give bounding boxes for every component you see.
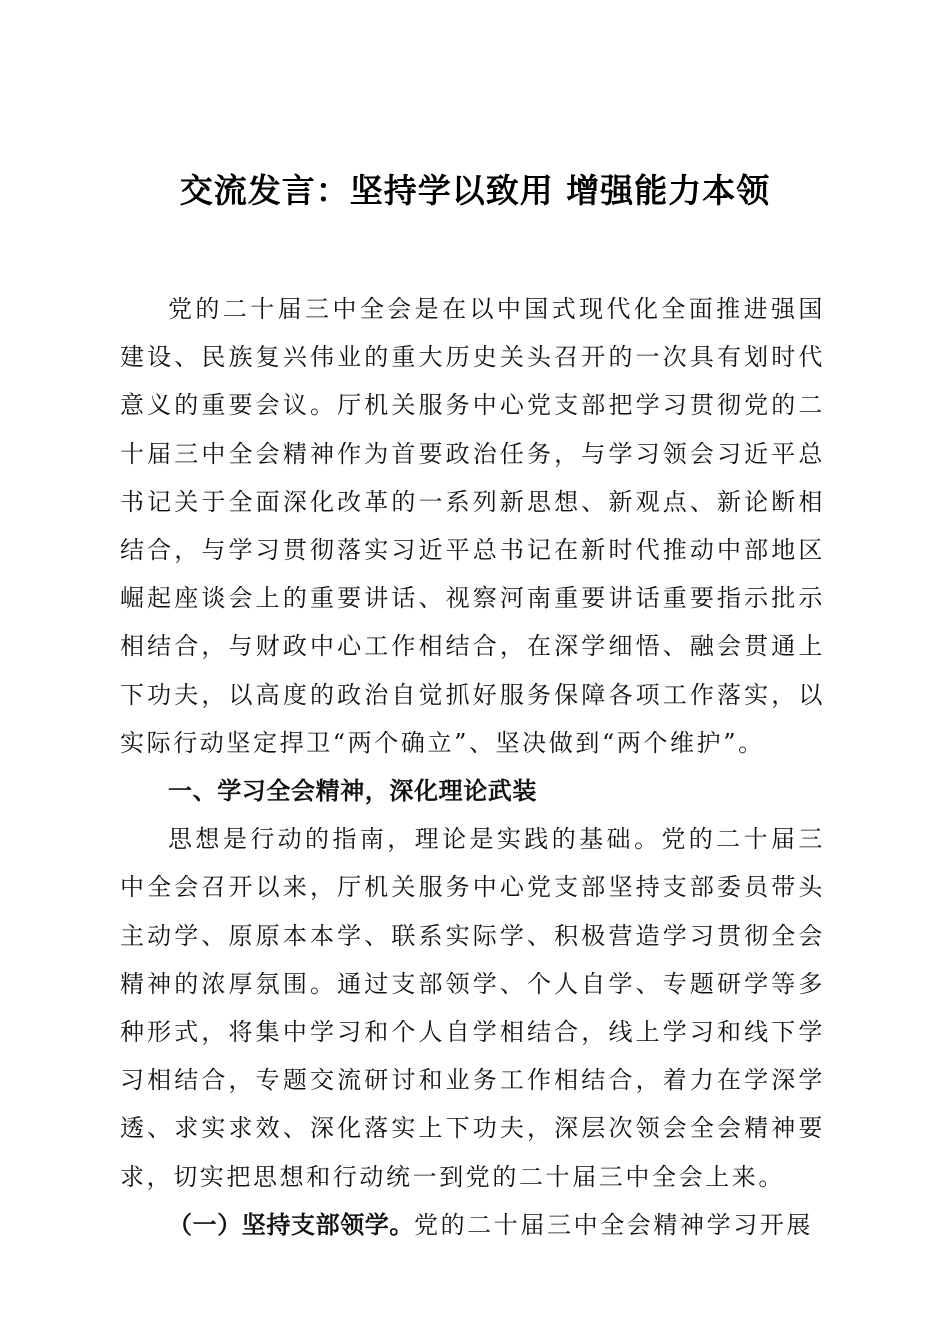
subsection-text: 党的二十届三中全会精神学习开展	[414, 1210, 813, 1239]
section-heading: 一、学习全会精神，深化理论武装	[168, 777, 537, 806]
section-paragraph: 思想是行动的指南，理论是实践的基础。党的二十届三中全会召开以来，厅机关服务中心党支部坚持支部委员带头主动学、原原本本学、联系实际学、积极营造学习贯彻全会精神的浓厚氛围。通过支部领学、个人自学、专题研学等多种形式，将集中学习和个人自学相结合，线上学习和线下学习相结合，专题交流研讨和业务工作相结合，着力在学深学透、求实求效、深化落实上下功夫，深层次领会全会精神要求，切实把思想和行动统一到党的二十届三中全会上来。	[120, 825, 825, 1191]
document-body	[120, 285, 825, 1249]
subsection-title: （一）坚持支部领学。	[168, 1210, 414, 1239]
document-title: 交流发言：坚持学以致用 增强能力本领	[179, 171, 771, 210]
intro-paragraph: 党的二十届三中全会是在以中国式现代化全面推进强国建设、民族复兴伟业的重大历史关头召开的一次具有划时代意义的重要会议。厅机关服务中心党支部把学习贯彻党的二十届三中全会精神作为首要政治任务，与学习领会习近平总书记关于全面深化改革的一系列新思想、新观点、新论断相结合，与学习贯彻落实习近平总书记在新时代推动中部地区崛起座谈会上的重要讲话、视察河南重要讲话重要指示批示相结合，与财政中心工作相结合，在深学细悟、融会贯通上下功夫，以高度的政治自觉抓好服务保障各项工作落实，以实际行动坚定捍卫“两个确立”、坚决做到“两个维护”。	[120, 295, 825, 757]
subsection-paragraph	[120, 1201, 825, 1249]
